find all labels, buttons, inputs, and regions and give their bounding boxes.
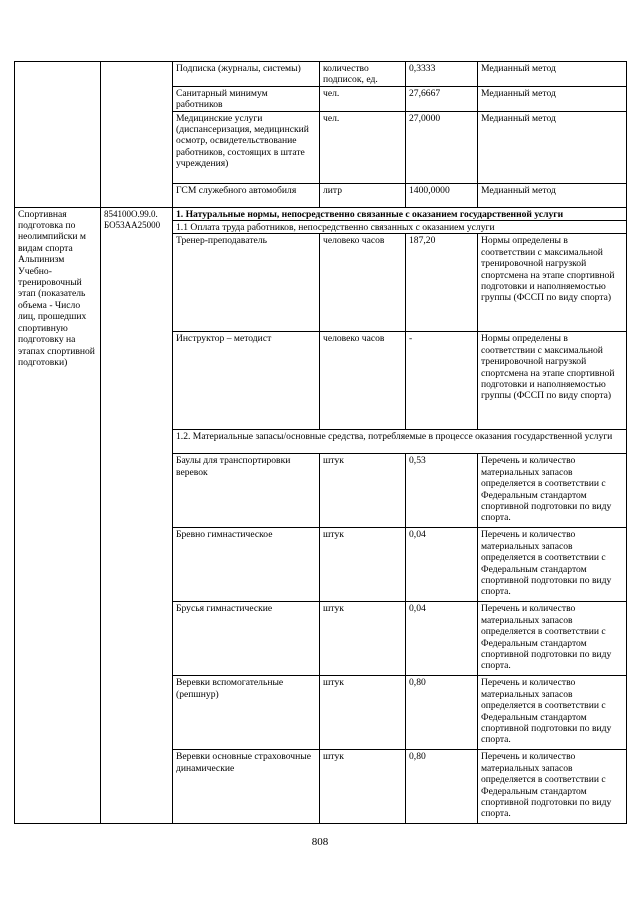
resource-name: Санитарный минимум работников (173, 86, 320, 111)
resource-name: Подписка (журналы, системы) (173, 62, 320, 87)
material-method: Перечень и количество материальных запасов определяется в соответствии с Федеральным стандартом спортивной подготовки по виду спорта. (478, 750, 627, 824)
labor-method: Нормы определены в соответствии с максимальной тренировочной нагрузкой спортсмена на этапе спортивной подготовки и наполняемостью группы (ФССП по виду спорта) (478, 332, 627, 430)
table-row (15, 62, 627, 87)
material-unit: штук (320, 602, 406, 676)
material-name: Бревно гимнастическое (173, 528, 320, 602)
material-unit: штук (320, 454, 406, 528)
resource-unit: количество подписок, ед. (320, 62, 406, 87)
material-value: 0,80 (406, 750, 478, 824)
material-name: Баулы для транспортировки веревок (173, 454, 320, 528)
material-method: Перечень и количество материальных запасов определяется в соответствии с Федеральным стандартом спортивной подготовки по виду спорта. (478, 528, 627, 602)
resource-unit: чел. (320, 86, 406, 111)
material-method: Перечень и количество материальных запасов определяется в соответствии с Федеральным стандартом спортивной подготовки по виду спорта. (478, 676, 627, 750)
empty-service-cell (15, 62, 101, 208)
material-name: Веревки основные страховочные динамические (173, 750, 320, 824)
labor-value: - (406, 332, 478, 430)
service-description: Спортивная подготовка по неолимпийски м видам спорта Альпинизм Учебно-тренировочный этап (показатель объема - Число лиц, прошедших спортивную подготовку на этапах спортивной подготовки) (15, 207, 101, 824)
labor-unit: человеко часов (320, 234, 406, 332)
resource-name: Медицинские услуги (диспансеризация, медицинский осмотр, освидетельствование работников, состоящих в штате учреждения) (173, 111, 320, 183)
labor-name: Инструктор – методист (173, 332, 320, 430)
labor-value: 187,20 (406, 234, 478, 332)
section-1-2-title: 1.2. Материальные запасы/основные средства, потребляемые в процессе оказания государственной услуги (173, 430, 627, 454)
resource-method: Медианный метод (478, 86, 627, 111)
resource-value: 27,6667 (406, 86, 478, 111)
material-name: Веревки вспомогательные (репшнур) (173, 676, 320, 750)
material-name: Брусья гимнастические (173, 602, 320, 676)
resource-method: Медианный метод (478, 62, 627, 87)
resource-value: 0,3333 (406, 62, 478, 87)
resource-unit: литр (320, 183, 406, 207)
section-1-1-title: 1.1 Оплата труда работников, непосредственно связанных с оказанием услуги (173, 221, 627, 234)
service-code: 854100О.99.0. БО53АА25000 (101, 207, 173, 824)
resource-value: 1400,0000 (406, 183, 478, 207)
labor-method: Нормы определены в соответствии с максимальной тренировочной нагрузкой спортсмена на этапе спортивной подготовки и наполняемостью группы (ФССП по виду спорта) (478, 234, 627, 332)
material-value: 0,80 (406, 676, 478, 750)
section-row (15, 207, 627, 220)
norms-table (14, 61, 627, 824)
page-number: 808 (311, 836, 329, 848)
material-unit: штук (320, 676, 406, 750)
material-value: 0,04 (406, 602, 478, 676)
empty-code-cell (101, 62, 173, 208)
resource-method: Медианный метод (478, 111, 627, 183)
material-unit: штук (320, 528, 406, 602)
labor-unit: человеко часов (320, 332, 406, 430)
resource-name: ГСМ служебного автомобиля (173, 183, 320, 207)
material-value: 0,53 (406, 454, 478, 528)
resource-value: 27,0000 (406, 111, 478, 183)
material-method: Перечень и количество материальных запасов определяется в соответствии с Федеральным стандартом спортивной подготовки по виду спорта. (478, 602, 627, 676)
material-value: 0,04 (406, 528, 478, 602)
resource-method: Медианный метод (478, 183, 627, 207)
material-unit: штук (320, 750, 406, 824)
labor-name: Тренер-преподаватель (173, 234, 320, 332)
section-1-title: 1. Натуральные нормы, непосредственно связанные с оказанием государственной услуги (173, 207, 627, 220)
resource-unit: чел. (320, 111, 406, 183)
material-method: Перечень и количество материальных запасов определяется в соответствии с Федеральным стандартом спортивной подготовки по виду спорта. (478, 454, 627, 528)
